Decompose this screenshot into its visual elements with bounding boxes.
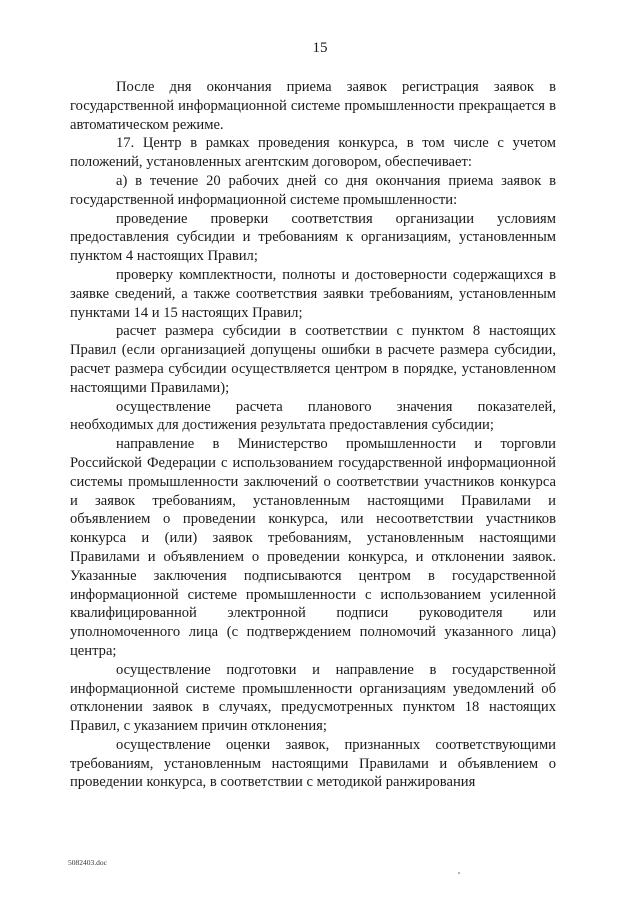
footer-file-code: 5082403.doc [68, 858, 107, 867]
paragraph: осуществление подготовки и направление в государственной информационной системе промышленности организациям уведомлений об отклонении заявок в случаях, предусмотренных пунктом 18 настоящих Правил, с указанием причин отклонения; [70, 661, 556, 735]
paragraph: осуществление расчета планового значения показателей, необходимых для достижения результата предоставления субсидии; [70, 398, 556, 434]
paragraph: проверку комплектности, полноты и достоверности содержащихся в заявке сведений, а также соответствия заявки требованиям, установленным пунктами 14 и 15 настоящих Правил; [70, 266, 556, 321]
document-body [70, 78, 556, 792]
paragraph: осуществление оценки заявок, признанных соответствующими требованиям, установленным настоящими Правилами и объявлением о проведении конкурса, в соответствии с методикой ранжирования [70, 736, 556, 791]
paragraph: 17. Центр в рамках проведения конкурса, в том числе с учетом положений, установленных агентским договором, обеспечивает: [70, 135, 556, 171]
paragraph: проведение проверки соответствия организации условиям предоставления субсидии и требованиям к организациям, установленным пунктом 4 настоящих Правил; [70, 210, 556, 265]
paragraph: После дня окончания приема заявок регистрация заявок в государственной информационной системе промышленности прекращается в автоматическом режиме. [70, 79, 556, 133]
page-number: 15 [312, 40, 328, 56]
paragraph: направление в Министерство промышленности и торговли Российской Федерации с использованием государственной информационной системы промышленности заключений о соответствии участников конкурса и заявок требованиям, установленным настоящими Правилами и объявлением о проведении конкурса, или несоответствии участников конкурса и (или) заявок требованиям, установленным настоящими Правилами и объявлением о проведении конкурса, и отклонении заявок. Указанные заключения подписываются центром в государственной информационной системе промышленности с использованием усиленной квалифицированной электронной подписи руководителя или уполномоченного лица (с подтверждением полномочий указанного лица) центра; [70, 436, 556, 659]
paragraph: расчет размера субсидии в соответствии с пунктом 8 настоящих Правил (если организацией допущены ошибки в расчете размера субсидии, расчет размера субсидии осуществляется центром в порядке, установленном настоящими Правилами); [70, 323, 556, 396]
paragraph: а) в течение 20 рабочих дней со дня окончания приема заявок в государственной информационной системе промышленности: [70, 172, 556, 208]
scan-speck [458, 872, 460, 874]
